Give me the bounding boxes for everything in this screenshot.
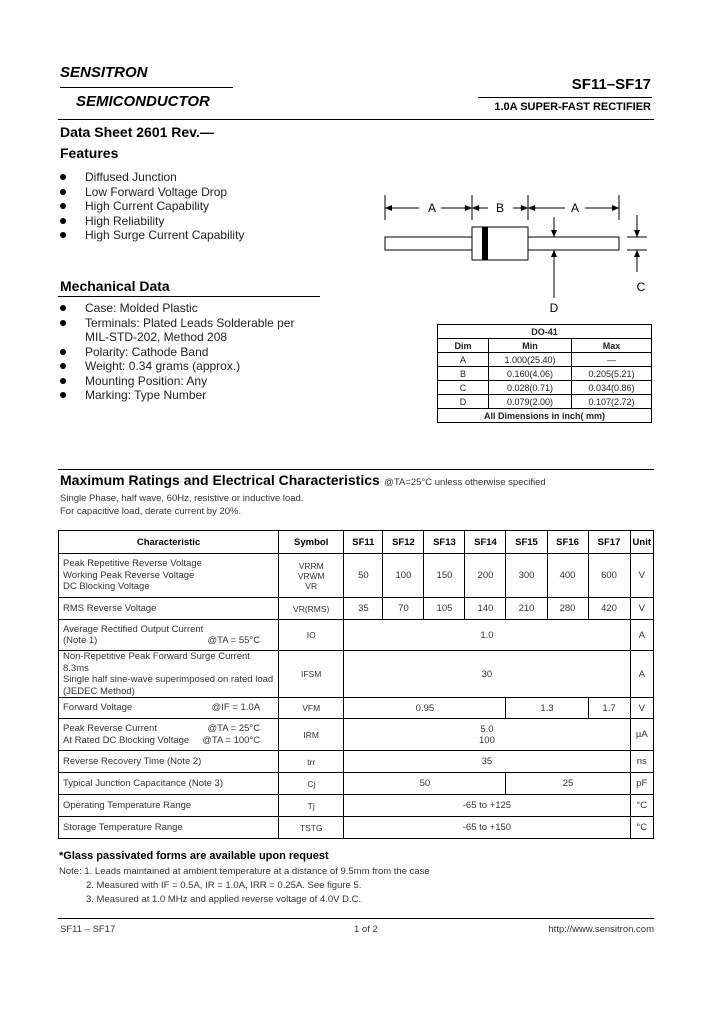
symbol-cell xyxy=(279,554,344,598)
value-cell: 35 xyxy=(344,751,630,773)
list-item: Marking: Type Number xyxy=(60,388,294,403)
company-name-line2: SEMICONDUCTOR xyxy=(76,93,210,110)
table-cell: 0.028(0.71) xyxy=(489,381,572,395)
col-header: SF11 xyxy=(344,531,383,554)
product-subtitle: 1.0A SUPER-FAST RECTIFIER xyxy=(494,101,651,113)
table-cell: B xyxy=(438,367,489,381)
unit-cell: V xyxy=(630,598,653,620)
unit-cell: V xyxy=(630,698,653,719)
table-cell: 1.000(25.40) xyxy=(489,353,572,367)
characteristic-cell: Operating Temperature Range xyxy=(59,795,279,817)
table-cell: 0.079(2.00) xyxy=(489,395,572,409)
unit-cell: A xyxy=(630,620,653,651)
datasheet-title: Data Sheet 2601 Rev.— xyxy=(60,124,214,140)
characteristic-text: Peak Reverse Current xyxy=(63,723,157,734)
table-row xyxy=(59,773,654,795)
characteristic-cell: Typical Junction Capacitance (Note 3) xyxy=(59,773,279,795)
value-cell: 100 xyxy=(383,554,424,598)
footer-part: SF11 – SF17 xyxy=(60,924,116,935)
table-cell: — xyxy=(572,353,652,367)
characteristic-line xyxy=(63,702,276,714)
symbol-line: VR xyxy=(305,580,318,591)
table-cell: 0.034(0.86) xyxy=(572,381,652,395)
ratings-rule xyxy=(58,469,654,470)
characteristic-line: DC Blocking Voltage xyxy=(63,581,150,593)
characteristic-cell: Reverse Recovery Time (Note 2) xyxy=(59,751,279,773)
list-item: Case: Molded Plastic xyxy=(60,301,294,316)
dim-label-d: D xyxy=(549,301,559,315)
ratings-heading-block xyxy=(60,472,546,490)
table-row xyxy=(438,381,652,395)
unit-cell: pF xyxy=(630,773,653,795)
unit-cell: µA xyxy=(630,719,653,751)
dim-header: Dim xyxy=(438,339,489,353)
value-cell xyxy=(344,719,630,751)
test-condition: @IF = 1.0A xyxy=(211,702,261,714)
mechanical-rule xyxy=(58,296,320,297)
col-header: SF15 xyxy=(506,531,547,554)
list-item: High Surge Current Capability xyxy=(60,228,244,243)
value-cell: 1.0 xyxy=(344,620,630,651)
test-condition: @TA = 100°C xyxy=(202,734,261,746)
col-header: Characteristic xyxy=(59,531,279,554)
symbol-cell: IRM xyxy=(279,719,344,751)
note-1: Note: 1. Leads maintained at ambient temperature at a distance of 9.5mm from the case xyxy=(59,866,430,877)
ratings-condition: @TA=25°C unless otherwise specified xyxy=(384,477,546,488)
ratings-table xyxy=(58,530,654,839)
mechanical-list xyxy=(60,301,294,403)
unit-cell: A xyxy=(630,651,653,698)
features-list xyxy=(60,170,244,243)
list-item: Mounting Position: Any xyxy=(60,374,294,389)
characteristic-cell xyxy=(59,698,279,719)
dim-table-package: DO-41 xyxy=(438,325,652,339)
characteristic-cell: Storage Temperature Range xyxy=(59,817,279,839)
value-cell: 25 xyxy=(506,773,630,795)
table-row xyxy=(59,651,654,698)
list-item: Terminals: Plated Leads Solderable per xyxy=(60,316,294,331)
characteristic-cell xyxy=(59,554,279,598)
col-header: SF12 xyxy=(383,531,424,554)
dim-header: Max xyxy=(572,339,652,353)
value-cell: 200 xyxy=(465,554,506,598)
value-cell: 70 xyxy=(383,598,424,620)
table-cell: D xyxy=(438,395,489,409)
value-line: 5.0 xyxy=(480,723,494,735)
characteristic-line: Single half sine-wave superimposed on rated load xyxy=(63,674,274,685)
characteristic-line: Working Peak Reverse Voltage xyxy=(63,569,195,581)
table-row xyxy=(59,795,654,817)
header-divider xyxy=(58,119,654,120)
dimension-table xyxy=(437,324,652,423)
dim-label-b: B xyxy=(495,201,505,215)
value-cell: 140 xyxy=(465,598,506,620)
characteristic-line: Peak Repetitive Reverse Voltage xyxy=(63,558,202,570)
footer-page: 1 of 2 xyxy=(354,924,378,935)
symbol-cell: Cj xyxy=(279,773,344,795)
characteristic-note: (Note 1) xyxy=(63,635,98,646)
list-item: Low Forward Voltage Drop xyxy=(60,185,244,200)
table-row xyxy=(59,817,654,839)
dim-label-a: A xyxy=(427,201,437,215)
col-header: SF13 xyxy=(424,531,465,554)
header-rule-left xyxy=(60,87,233,88)
characteristic-line: (JEDEC Method) xyxy=(63,685,135,697)
mechanical-heading: Mechanical Data xyxy=(60,278,170,294)
table-row xyxy=(438,395,652,409)
characteristic-cell xyxy=(59,620,279,651)
symbol-cell: trr xyxy=(279,751,344,773)
value-cell: 0.95 xyxy=(344,698,506,719)
value-cell: 150 xyxy=(424,554,465,598)
value-cell: 50 xyxy=(344,773,506,795)
col-header: SF14 xyxy=(465,531,506,554)
table-cell: 0.160(4.06) xyxy=(489,367,572,381)
value-cell: 1.7 xyxy=(588,698,630,719)
ratings-note-1: Single Phase, half wave, 60Hz, resistive or inductive load. xyxy=(60,493,304,504)
table-row xyxy=(438,367,652,381)
value-cell: 400 xyxy=(547,554,588,598)
list-item: High Reliability xyxy=(60,214,244,229)
symbol-cell: VFM xyxy=(279,698,344,719)
value-cell: -65 to +125 xyxy=(344,795,630,817)
col-header: Symbol xyxy=(279,531,344,554)
footer-rule xyxy=(58,918,654,919)
characteristic-cell xyxy=(59,719,279,751)
table-row xyxy=(59,751,654,773)
test-condition: @TA = 55°C xyxy=(207,635,261,646)
value-cell: 30 xyxy=(344,651,630,698)
value-cell: 1.3 xyxy=(506,698,588,719)
characteristic-line: Non-Repetitive Peak Forward Surge Current 8.3ms xyxy=(63,651,250,674)
features-heading: Features xyxy=(60,145,119,161)
part-number: SF11–SF17 xyxy=(571,76,651,93)
dim-label-c: C xyxy=(636,280,646,294)
value-cell: 420 xyxy=(588,598,630,620)
value-cell: 210 xyxy=(506,598,547,620)
table-cell: 0.205(5.21) xyxy=(572,367,652,381)
symbol-line: VRRM xyxy=(298,560,324,571)
table-cell: A xyxy=(438,353,489,367)
characteristic-cell xyxy=(59,651,279,698)
col-header: Unit xyxy=(630,531,653,554)
table-row xyxy=(59,698,654,719)
list-item: MIL-STD-202, Method 208 xyxy=(85,330,228,344)
symbol-cell: IFSM xyxy=(279,651,344,698)
list-item: High Current Capability xyxy=(60,199,244,214)
table-cell: 0.107(2.72) xyxy=(572,395,652,409)
symbol-cell: IO xyxy=(279,620,344,651)
characteristic-line xyxy=(63,723,276,735)
glass-passivated-note: *Glass passivated forms are available upon request xyxy=(59,850,329,862)
company-name-line1: SENSITRON xyxy=(60,64,148,81)
table-row xyxy=(59,554,654,598)
dim-table-footer: All Dimensions in inch( mm) xyxy=(438,409,652,423)
table-header-row xyxy=(59,531,654,554)
dim-header: Min xyxy=(489,339,572,353)
ratings-note-2: For capacitive load, derate current by 20%. xyxy=(60,506,242,517)
unit-cell: °C xyxy=(630,795,653,817)
table-row xyxy=(59,620,654,651)
list-item: Polarity: Cathode Band xyxy=(60,345,294,360)
unit-cell: ns xyxy=(630,751,653,773)
characteristic-line xyxy=(63,735,276,747)
unit-cell: V xyxy=(630,554,653,598)
value-cell: 35 xyxy=(344,598,383,620)
characteristic-text: Forward Voltage xyxy=(63,702,133,714)
symbol-cell: TSTG xyxy=(279,817,344,839)
value-cell: 105 xyxy=(424,598,465,620)
list-item: Weight: 0.34 grams (approx.) xyxy=(60,359,294,374)
value-cell: 50 xyxy=(344,554,383,598)
col-header: SF16 xyxy=(547,531,588,554)
table-row xyxy=(59,719,654,751)
ratings-heading: Maximum Ratings and Electrical Characteristics xyxy=(60,472,380,488)
symbol-cell: Tj xyxy=(279,795,344,817)
unit-cell: °C xyxy=(630,817,653,839)
table-row xyxy=(59,598,654,620)
dim-label-a-right: A xyxy=(570,201,580,215)
value-line: 100 xyxy=(479,734,495,746)
characteristic-line xyxy=(63,635,276,647)
characteristic-text: At Rated DC Blocking Voltage xyxy=(63,734,190,746)
header-rule-right xyxy=(478,97,652,98)
characteristic-line: Average Rectified Output Current xyxy=(63,623,204,635)
test-condition: @TA = 25°C xyxy=(207,723,261,734)
characteristic-cell: RMS Reverse Voltage xyxy=(59,598,279,620)
symbol-cell: VR(RMS) xyxy=(279,598,344,620)
col-header: SF17 xyxy=(588,531,630,554)
note-2: 2. Measured with IF = 0.5A, IR = 1.0A, IRR = 0.25A. See figure 5. xyxy=(86,880,362,891)
value-cell: 280 xyxy=(547,598,588,620)
do41-outline-diagram xyxy=(375,190,665,320)
value-cell: 600 xyxy=(588,554,630,598)
table-cell: C xyxy=(438,381,489,395)
value-cell: -65 to +150 xyxy=(344,817,630,839)
note-3: 3. Measured at 1.0 MHz and applied reverse voltage of 4.0V D.C. xyxy=(86,894,362,905)
value-cell: 300 xyxy=(506,554,547,598)
footer-url[interactable]: http://www.sensitron.com xyxy=(548,924,654,935)
symbol-line: VRWM xyxy=(297,570,325,581)
table-row xyxy=(438,353,652,367)
list-item: Diffused Junction xyxy=(60,170,244,185)
